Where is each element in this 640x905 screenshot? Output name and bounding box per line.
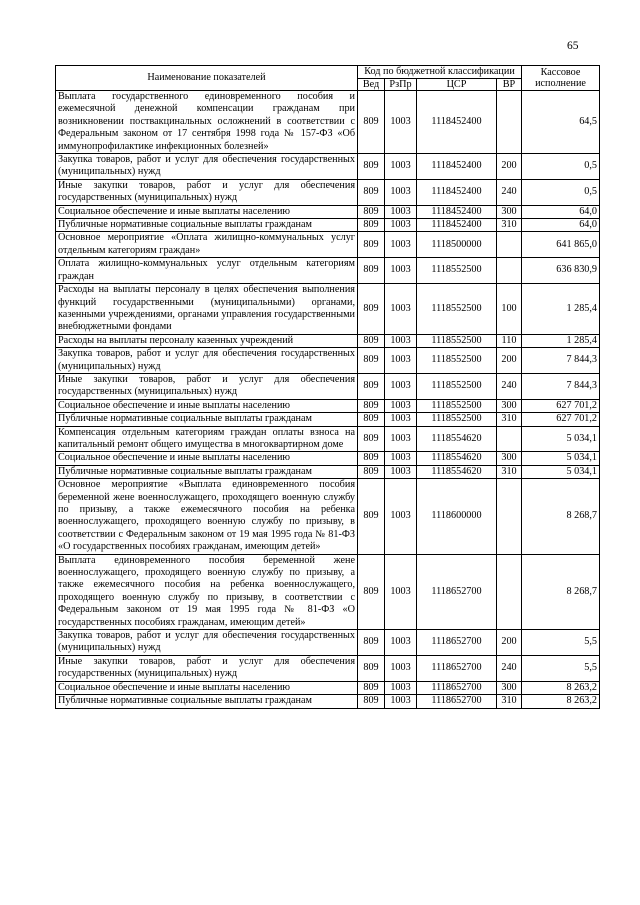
cell-vr: 310 bbox=[497, 413, 522, 426]
table-row bbox=[56, 284, 600, 335]
table-row bbox=[56, 554, 600, 629]
cell-vr bbox=[497, 426, 522, 452]
table-row bbox=[56, 348, 600, 374]
cell-ved: 809 bbox=[358, 258, 385, 284]
cell-ved: 809 bbox=[358, 554, 385, 629]
table-row bbox=[56, 258, 600, 284]
header-code-group: Код по бюджетной классификации bbox=[358, 66, 522, 79]
cell-csr: 1118452400 bbox=[417, 91, 497, 154]
table-row bbox=[56, 630, 600, 656]
cell-amount: 8 268,7 bbox=[522, 479, 600, 554]
cell-name: Расходы на выплаты персоналу в целях обеспечения выполнения функций государственными (муниципальными) органами, казенными учреждениями, органами управления государственными внебюджетными фондами bbox=[56, 284, 358, 335]
cell-amount: 7 844,3 bbox=[522, 348, 600, 374]
cell-csr: 1118552500 bbox=[417, 258, 497, 284]
cell-ved: 809 bbox=[358, 348, 385, 374]
cell-amount: 1 285,4 bbox=[522, 334, 600, 347]
cell-name: Оплата жилищно-коммунальных услуг отдельным категориям граждан bbox=[56, 258, 358, 284]
cell-name: Закупка товаров, работ и услуг для обеспечения государственных (муниципальных) нужд bbox=[56, 348, 358, 374]
table-row bbox=[56, 205, 600, 218]
cell-vr: 100 bbox=[497, 284, 522, 335]
header-amount: Кассовое исполнение bbox=[522, 66, 600, 91]
cell-rzpr: 1003 bbox=[385, 413, 417, 426]
cell-ved: 809 bbox=[358, 334, 385, 347]
cell-ved: 809 bbox=[358, 154, 385, 180]
cell-vr bbox=[497, 232, 522, 258]
table-row bbox=[56, 695, 600, 708]
cell-ved: 809 bbox=[358, 284, 385, 335]
cell-amount: 627 701,2 bbox=[522, 413, 600, 426]
table-row bbox=[56, 681, 600, 694]
cell-rzpr: 1003 bbox=[385, 452, 417, 465]
table-row bbox=[56, 452, 600, 465]
cell-name: Иные закупки товаров, работ и услуг для обеспечения государственных (муниципальных) нужд bbox=[56, 655, 358, 681]
cell-csr: 1118552500 bbox=[417, 348, 497, 374]
cell-rzpr: 1003 bbox=[385, 91, 417, 154]
cell-name: Иные закупки товаров, работ и услуг для обеспечения государственных (муниципальных) нужд bbox=[56, 179, 358, 205]
cell-amount: 5 034,1 bbox=[522, 452, 600, 465]
cell-amount: 636 830,9 bbox=[522, 258, 600, 284]
cell-csr: 1118600000 bbox=[417, 479, 497, 554]
cell-name: Социальное обеспечение и иные выплаты населению bbox=[56, 452, 358, 465]
cell-rzpr: 1003 bbox=[385, 655, 417, 681]
cell-vr: 240 bbox=[497, 655, 522, 681]
cell-csr: 1118500000 bbox=[417, 232, 497, 258]
table-body bbox=[56, 91, 600, 709]
cell-vr: 300 bbox=[497, 399, 522, 412]
cell-amount: 8 268,7 bbox=[522, 554, 600, 629]
cell-name: Публичные нормативные социальные выплаты гражданам bbox=[56, 465, 358, 478]
cell-vr: 310 bbox=[497, 695, 522, 708]
cell-ved: 809 bbox=[358, 630, 385, 656]
cell-rzpr: 1003 bbox=[385, 554, 417, 629]
cell-ved: 809 bbox=[358, 452, 385, 465]
cell-ved: 809 bbox=[358, 205, 385, 218]
table-row bbox=[56, 465, 600, 478]
cell-name: Основное мероприятие «Оплата жилищно-коммунальных услуг отдельным категориям граждан» bbox=[56, 232, 358, 258]
cell-vr: 200 bbox=[497, 630, 522, 656]
cell-vr: 300 bbox=[497, 452, 522, 465]
cell-ved: 809 bbox=[358, 399, 385, 412]
cell-vr bbox=[497, 479, 522, 554]
cell-ved: 809 bbox=[358, 426, 385, 452]
cell-csr: 1118652700 bbox=[417, 695, 497, 708]
cell-rzpr: 1003 bbox=[385, 479, 417, 554]
cell-ved: 809 bbox=[358, 179, 385, 205]
cell-name: Публичные нормативные социальные выплаты гражданам bbox=[56, 219, 358, 232]
table-header bbox=[56, 66, 600, 91]
cell-amount: 5,5 bbox=[522, 630, 600, 656]
cell-rzpr: 1003 bbox=[385, 681, 417, 694]
cell-ved: 809 bbox=[358, 479, 385, 554]
cell-name: Социальное обеспечение и иные выплаты населению bbox=[56, 681, 358, 694]
cell-vr: 240 bbox=[497, 179, 522, 205]
cell-ved: 809 bbox=[358, 413, 385, 426]
cell-csr: 1118452400 bbox=[417, 219, 497, 232]
cell-amount: 64,0 bbox=[522, 205, 600, 218]
cell-rzpr: 1003 bbox=[385, 258, 417, 284]
cell-csr: 1118452400 bbox=[417, 205, 497, 218]
cell-name: Иные закупки товаров, работ и услуг для обеспечения государственных (муниципальных) нужд bbox=[56, 373, 358, 399]
cell-vr: 310 bbox=[497, 465, 522, 478]
cell-ved: 809 bbox=[358, 232, 385, 258]
cell-amount: 5 034,1 bbox=[522, 426, 600, 452]
cell-vr: 200 bbox=[497, 154, 522, 180]
header-vr: ВР bbox=[497, 78, 522, 91]
cell-rzpr: 1003 bbox=[385, 205, 417, 218]
cell-vr bbox=[497, 91, 522, 154]
cell-csr: 1118452400 bbox=[417, 154, 497, 180]
cell-ved: 809 bbox=[358, 681, 385, 694]
cell-csr: 1118554620 bbox=[417, 465, 497, 478]
cell-rzpr: 1003 bbox=[385, 630, 417, 656]
cell-ved: 809 bbox=[358, 373, 385, 399]
cell-rzpr: 1003 bbox=[385, 399, 417, 412]
cell-csr: 1118652700 bbox=[417, 681, 497, 694]
cell-name: Публичные нормативные социальные выплаты гражданам bbox=[56, 695, 358, 708]
table-row bbox=[56, 426, 600, 452]
cell-amount: 0,5 bbox=[522, 179, 600, 205]
table-row bbox=[56, 91, 600, 154]
table-row bbox=[56, 399, 600, 412]
cell-name: Публичные нормативные социальные выплаты гражданам bbox=[56, 413, 358, 426]
cell-vr bbox=[497, 554, 522, 629]
cell-amount: 8 263,2 bbox=[522, 695, 600, 708]
cell-ved: 809 bbox=[358, 465, 385, 478]
cell-name: Расходы на выплаты персоналу казенных учреждений bbox=[56, 334, 358, 347]
table-row bbox=[56, 154, 600, 180]
cell-vr: 310 bbox=[497, 219, 522, 232]
cell-name: Основное мероприятие «Выплата единовременного пособия беременной жене военнослужащего, проходящего военную службу по призыву, а также ежемесячного пособия на ребенка военнослужащего, проходящего военную службу по призыву, в соответствии с Федеральным законом от 19 мая 1995 года № 81-ФЗ «О государственных пособиях гражданам, имеющим детей» bbox=[56, 479, 358, 554]
cell-csr: 1118652700 bbox=[417, 554, 497, 629]
table-row bbox=[56, 334, 600, 347]
cell-vr bbox=[497, 258, 522, 284]
cell-csr: 1118552500 bbox=[417, 413, 497, 426]
page-number: 65 bbox=[567, 40, 579, 52]
table-row bbox=[56, 232, 600, 258]
cell-rzpr: 1003 bbox=[385, 373, 417, 399]
header-ved: Вед bbox=[358, 78, 385, 91]
cell-ved: 809 bbox=[358, 695, 385, 708]
table-row bbox=[56, 655, 600, 681]
cell-name: Социальное обеспечение и иные выплаты населению bbox=[56, 205, 358, 218]
cell-name: Выплата единовременного пособия беременной жене военнослужащего, проходящего военную службу по призыву, а также ежемесячного пособия на ребенка военнослужащего, проходящего военную службу по призыву, в соответствии с Федеральным законом от 19 мая 1995 года № 81-ФЗ «О государственных пособиях гражданам, имеющим детей» bbox=[56, 554, 358, 629]
cell-name: Закупка товаров, работ и услуг для обеспечения государственных (муниципальных) нужд bbox=[56, 154, 358, 180]
table-row bbox=[56, 179, 600, 205]
cell-rzpr: 1003 bbox=[385, 154, 417, 180]
cell-rzpr: 1003 bbox=[385, 348, 417, 374]
cell-csr: 1118452400 bbox=[417, 179, 497, 205]
cell-ved: 809 bbox=[358, 91, 385, 154]
cell-name: Выплата государственного единовременного пособия и ежемесячной денежной компенсации гражданам при возникновении поствакцинальных осложнений в соответствии с Федеральным законом от 17 сентября 1998 года № 157-ФЗ «Об иммунопрофилактике инфекционных болезней» bbox=[56, 91, 358, 154]
header-name: Наименование показателей bbox=[56, 66, 358, 91]
cell-ved: 809 bbox=[358, 655, 385, 681]
cell-csr: 1118552500 bbox=[417, 399, 497, 412]
cell-vr: 110 bbox=[497, 334, 522, 347]
cell-amount: 627 701,2 bbox=[522, 399, 600, 412]
cell-rzpr: 1003 bbox=[385, 284, 417, 335]
cell-vr: 300 bbox=[497, 681, 522, 694]
cell-vr: 200 bbox=[497, 348, 522, 374]
cell-name: Компенсация отдельным категориям граждан оплаты взноса на капитальный ремонт общего имущества в многоквартирном доме bbox=[56, 426, 358, 452]
cell-rzpr: 1003 bbox=[385, 232, 417, 258]
cell-csr: 1118652700 bbox=[417, 655, 497, 681]
table-row bbox=[56, 373, 600, 399]
table-row bbox=[56, 479, 600, 554]
cell-amount: 8 263,2 bbox=[522, 681, 600, 694]
cell-csr: 1118652700 bbox=[417, 630, 497, 656]
cell-amount: 641 865,0 bbox=[522, 232, 600, 258]
cell-vr: 300 bbox=[497, 205, 522, 218]
cell-rzpr: 1003 bbox=[385, 465, 417, 478]
table-row bbox=[56, 413, 600, 426]
budget-table bbox=[55, 65, 600, 709]
cell-csr: 1118554620 bbox=[417, 452, 497, 465]
cell-amount: 64,5 bbox=[522, 91, 600, 154]
cell-amount: 1 285,4 bbox=[522, 284, 600, 335]
cell-csr: 1118552500 bbox=[417, 373, 497, 399]
cell-rzpr: 1003 bbox=[385, 179, 417, 205]
cell-csr: 1118554620 bbox=[417, 426, 497, 452]
cell-amount: 0,5 bbox=[522, 154, 600, 180]
header-csr: ЦСР bbox=[417, 78, 497, 91]
cell-ved: 809 bbox=[358, 219, 385, 232]
cell-csr: 1118552500 bbox=[417, 334, 497, 347]
cell-vr: 240 bbox=[497, 373, 522, 399]
cell-name: Социальное обеспечение и иные выплаты населению bbox=[56, 399, 358, 412]
cell-amount: 5,5 bbox=[522, 655, 600, 681]
cell-rzpr: 1003 bbox=[385, 334, 417, 347]
table-row bbox=[56, 219, 600, 232]
header-rzpr: РзПр bbox=[385, 78, 417, 91]
cell-amount: 7 844,3 bbox=[522, 373, 600, 399]
cell-rzpr: 1003 bbox=[385, 219, 417, 232]
cell-rzpr: 1003 bbox=[385, 695, 417, 708]
cell-amount: 64,0 bbox=[522, 219, 600, 232]
cell-name: Закупка товаров, работ и услуг для обеспечения государственных (муниципальных) нужд bbox=[56, 630, 358, 656]
cell-rzpr: 1003 bbox=[385, 426, 417, 452]
cell-csr: 1118552500 bbox=[417, 284, 497, 335]
cell-amount: 5 034,1 bbox=[522, 465, 600, 478]
